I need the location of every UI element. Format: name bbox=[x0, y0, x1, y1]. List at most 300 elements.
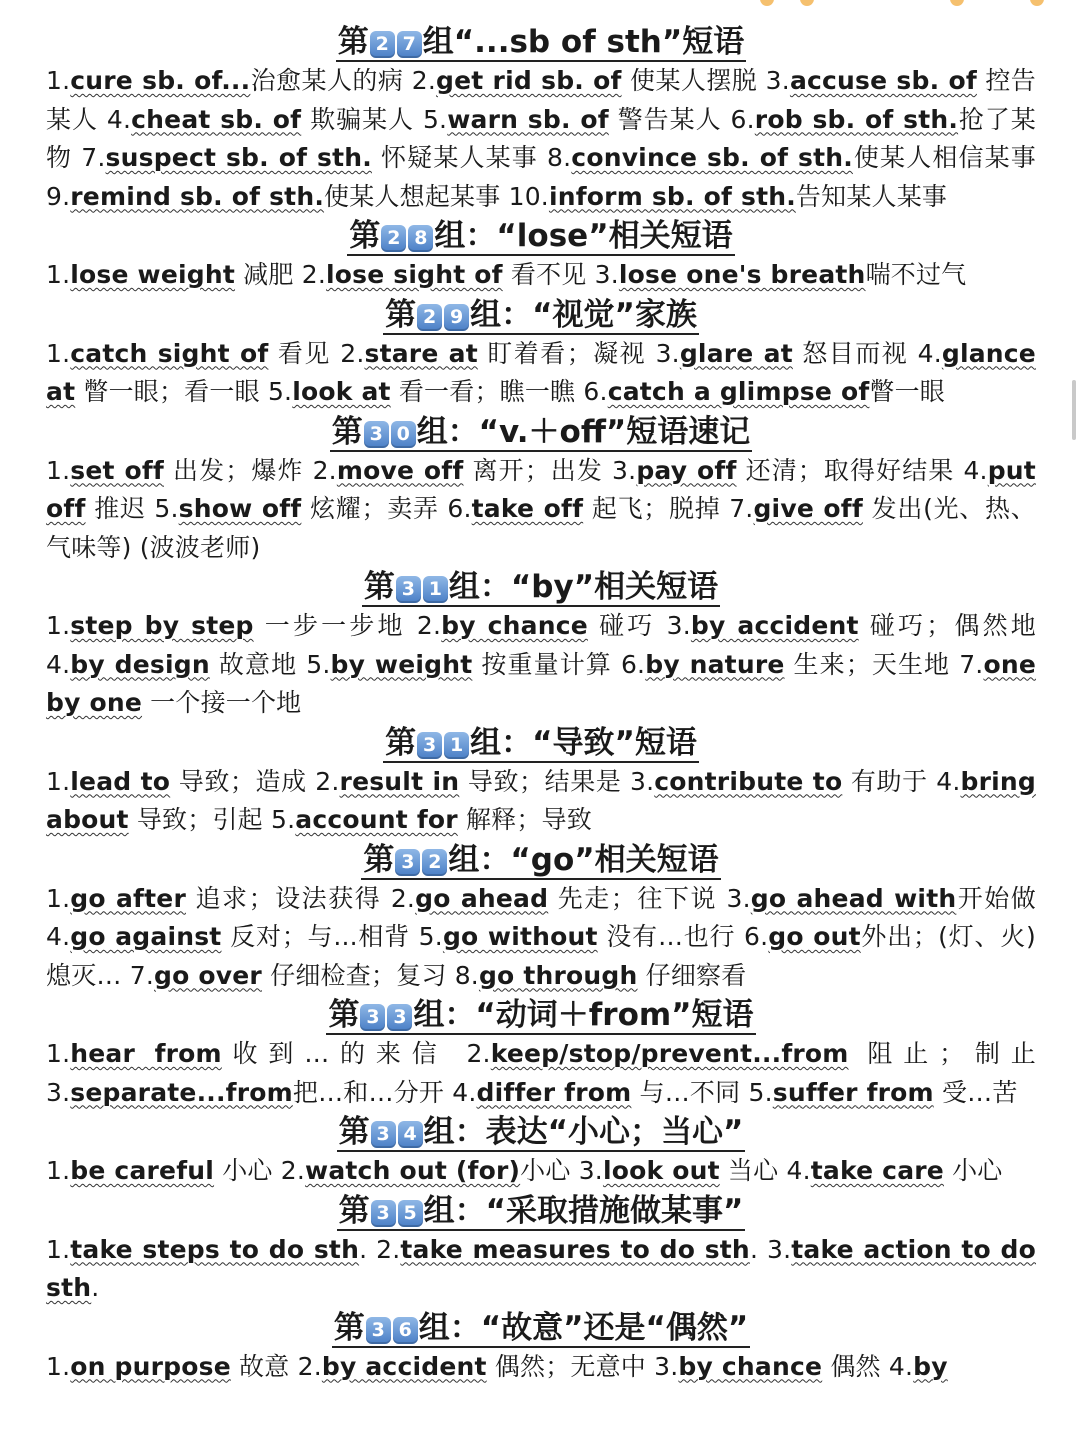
phrase-item bbox=[271, 805, 592, 834]
group-heading-text bbox=[337, 1114, 746, 1152]
item-number: 5. bbox=[154, 494, 179, 523]
item-number: 3. bbox=[654, 1351, 679, 1381]
english-phrase: glance at bbox=[46, 338, 1036, 406]
phrase-item bbox=[579, 1156, 779, 1185]
item-number: 3. bbox=[578, 1156, 603, 1185]
phrase-item bbox=[612, 456, 954, 485]
group-prefix: 第 bbox=[337, 24, 369, 60]
phrase-item bbox=[46, 182, 500, 211]
phrase-item bbox=[46, 884, 381, 913]
item-number: 2. bbox=[390, 883, 416, 913]
group-heading-text bbox=[383, 297, 699, 335]
phrase-item bbox=[656, 339, 909, 368]
item-number: 5. bbox=[748, 1077, 773, 1107]
phrase-item bbox=[46, 1235, 367, 1264]
english-phrase: go through bbox=[478, 960, 638, 990]
phrase-item bbox=[107, 105, 414, 134]
phrase-item bbox=[268, 377, 575, 406]
chinese-meaning: 小心 bbox=[943, 1156, 1003, 1185]
group-prefix: 第 bbox=[328, 997, 360, 1033]
chinese-meaning: 解释；导致 bbox=[457, 805, 592, 834]
phrase-item bbox=[630, 767, 928, 796]
chinese-meaning: 把…和…分开 bbox=[292, 1077, 445, 1107]
phrase-item bbox=[595, 260, 967, 289]
phrase-item bbox=[654, 1352, 881, 1381]
item-number: 2. bbox=[340, 338, 365, 368]
top-dot-icon bbox=[1030, 0, 1044, 6]
number-badge: 7 bbox=[397, 31, 422, 58]
chinese-meaning: 有助于 bbox=[842, 766, 928, 796]
english-phrase: show off bbox=[178, 494, 302, 523]
english-phrase: by chance bbox=[441, 611, 588, 640]
english-phrase: watch out (for) bbox=[305, 1156, 521, 1185]
phrase-item bbox=[46, 66, 403, 95]
group-heading-text bbox=[336, 24, 746, 62]
top-dot-icon bbox=[950, 0, 964, 6]
group-title: 组：“采取措施做某事” bbox=[423, 1192, 744, 1229]
group-heading-text bbox=[330, 414, 753, 452]
group-heading bbox=[46, 995, 1036, 1035]
chinese-meaning: 喘不过气 bbox=[865, 260, 967, 289]
english-phrase: one by one bbox=[46, 649, 1036, 717]
english-phrase: go ahead bbox=[415, 883, 549, 913]
item-number: 3. bbox=[726, 883, 751, 913]
english-phrase: take care bbox=[810, 1156, 944, 1185]
phrase-item bbox=[727, 884, 1037, 913]
chinese-meaning: 故意地 bbox=[209, 649, 298, 679]
chinese-meaning: 收到…的来信 bbox=[221, 1039, 448, 1068]
chinese-meaning: 导致；结果是 bbox=[459, 766, 622, 796]
item-number: 7. bbox=[129, 960, 155, 990]
chinese-meaning: 告知某人某事 bbox=[795, 181, 948, 211]
chinese-meaning: 出发；爆炸 bbox=[163, 455, 304, 485]
chinese-meaning: . bbox=[749, 1234, 759, 1264]
number-badge: 0 bbox=[391, 421, 416, 448]
item-number: 1. bbox=[46, 1039, 71, 1068]
english-phrase: pay off bbox=[636, 455, 737, 485]
phrase-group bbox=[46, 723, 1036, 840]
group-prefix: 第 bbox=[385, 724, 417, 761]
phrase-item bbox=[667, 611, 1036, 640]
phrase-item bbox=[509, 182, 948, 211]
chinese-meaning: 使某人想起某事 bbox=[324, 181, 501, 211]
english-phrase: give off bbox=[753, 494, 863, 523]
item-number: 2. bbox=[312, 455, 337, 485]
item-number: 7. bbox=[729, 494, 754, 523]
english-phrase: stare at bbox=[364, 338, 478, 368]
group-heading bbox=[46, 1191, 1036, 1231]
phrase-item bbox=[376, 1235, 758, 1264]
english-phrase: bring about bbox=[46, 766, 1036, 834]
chinese-meaning: 离开；出发 bbox=[463, 455, 603, 485]
item-number: 4. bbox=[106, 104, 132, 134]
english-phrase: warn sb. of bbox=[447, 104, 609, 134]
group-title: 组：“by”相关短语 bbox=[448, 569, 719, 605]
group-prefix: 第 bbox=[331, 413, 363, 450]
chinese-meaning: 看不见 bbox=[502, 260, 587, 289]
group-prefix: 第 bbox=[363, 569, 395, 605]
phrase-item bbox=[281, 1156, 571, 1185]
chinese-meaning: 警告某人 bbox=[608, 104, 722, 134]
phrase-item bbox=[46, 260, 294, 289]
phrase-item bbox=[455, 961, 747, 990]
phrase-item bbox=[306, 650, 612, 679]
english-phrase: suffer from bbox=[772, 1077, 934, 1107]
item-number: 3. bbox=[630, 766, 655, 796]
number-badge: 2 bbox=[370, 31, 395, 58]
phrase-item bbox=[313, 456, 603, 485]
english-phrase: inform sb. of sth. bbox=[548, 181, 796, 211]
english-phrase: accuse sb. of bbox=[789, 66, 977, 95]
number-badge: 2 bbox=[422, 849, 447, 876]
item-number: 3. bbox=[46, 1077, 71, 1107]
group-heading-text bbox=[383, 725, 699, 763]
phrase-item bbox=[621, 650, 950, 679]
group-title: 组：“导致”短语 bbox=[470, 724, 697, 761]
chinese-meaning: 欺骗某人 bbox=[301, 104, 415, 134]
english-phrase: set off bbox=[70, 455, 164, 485]
number-badge: 6 bbox=[393, 1317, 418, 1344]
phrase-item bbox=[315, 767, 621, 796]
group-heading-text bbox=[326, 997, 755, 1035]
phrase-item bbox=[81, 143, 538, 172]
chinese-meaning: 减肥 bbox=[235, 260, 294, 289]
phrase-item bbox=[46, 456, 304, 485]
item-number: 6. bbox=[583, 377, 608, 406]
group-prefix: 第 bbox=[363, 841, 395, 878]
item-number: 2. bbox=[411, 66, 436, 95]
phrase-group bbox=[46, 840, 1036, 996]
phrase-list bbox=[46, 62, 1036, 216]
item-number: 6. bbox=[744, 922, 769, 951]
phrase-group bbox=[46, 567, 1036, 723]
chinese-meaning: 发出(光、热、气味等) (波波老师) bbox=[46, 494, 1036, 562]
item-number: 2. bbox=[466, 1039, 491, 1068]
item-number: 1. bbox=[46, 260, 71, 289]
item-number: 3. bbox=[766, 1234, 792, 1264]
english-phrase: remind sb. of sth. bbox=[70, 181, 325, 211]
english-phrase: contribute to bbox=[654, 766, 843, 796]
chinese-meaning: . bbox=[91, 1273, 100, 1302]
english-phrase: account for bbox=[295, 805, 458, 834]
english-phrase: by chance bbox=[678, 1351, 823, 1381]
chinese-meaning: 盯着看；凝视 bbox=[477, 338, 647, 368]
english-phrase: move off bbox=[336, 455, 464, 485]
chinese-meaning: 一步一步地 bbox=[253, 611, 406, 640]
english-phrase: look out bbox=[602, 1156, 720, 1185]
phrase-item bbox=[46, 611, 406, 640]
chinese-meaning: 使某人相信某事 bbox=[852, 143, 1037, 172]
phrase-group bbox=[46, 1308, 1036, 1387]
phrase-group bbox=[46, 295, 1036, 412]
group-title: 组：表达“小心；当心” bbox=[423, 1114, 744, 1150]
group-heading-text bbox=[362, 569, 720, 607]
chinese-meaning: 治愈某人的病 bbox=[250, 66, 404, 95]
chinese-meaning: 碰巧；偶然地 bbox=[858, 611, 1037, 640]
number-badge: 5 bbox=[398, 1200, 423, 1227]
english-phrase: go without bbox=[442, 922, 598, 951]
chinese-meaning: 还清；取得好结果 bbox=[736, 455, 955, 485]
english-phrase: result in bbox=[339, 766, 460, 796]
phrase-item bbox=[419, 922, 736, 951]
item-number: 2. bbox=[376, 1234, 401, 1264]
chinese-meaning: . bbox=[359, 1234, 368, 1264]
chinese-meaning: 起飞；脱掉 bbox=[583, 494, 721, 523]
chinese-meaning: 生来；天生地 bbox=[784, 649, 951, 679]
item-number: 1. bbox=[46, 66, 71, 95]
chinese-meaning: 与…不同 bbox=[631, 1077, 741, 1107]
english-phrase: separate...from bbox=[70, 1077, 293, 1107]
english-phrase: lead to bbox=[70, 766, 171, 796]
phrase-group bbox=[46, 995, 1036, 1112]
chinese-meaning: 怒目而视 bbox=[792, 338, 909, 368]
number-badge: 3 bbox=[366, 1317, 391, 1344]
document-page bbox=[46, 22, 1036, 1386]
phrase-item bbox=[298, 1352, 646, 1381]
chinese-meaning: 导致；引起 bbox=[128, 805, 263, 834]
item-number: 6. bbox=[447, 494, 472, 523]
chinese-meaning: 怀疑某人某事 bbox=[371, 143, 538, 172]
phrase-item bbox=[46, 1078, 444, 1107]
english-phrase: by accident bbox=[321, 1351, 487, 1381]
chinese-meaning: 推迟 bbox=[85, 494, 146, 523]
phrase-list bbox=[46, 1152, 1036, 1191]
chinese-meaning: 使某人摆脱 bbox=[621, 66, 758, 95]
item-number: 2. bbox=[315, 766, 340, 796]
chinese-meaning: 一个接一个地 bbox=[142, 688, 302, 717]
number-badge: 3 bbox=[360, 1004, 385, 1031]
chinese-meaning: 先走；往下说 bbox=[548, 883, 717, 913]
chinese-meaning: 偶然；无意中 bbox=[486, 1351, 646, 1381]
item-number: 7. bbox=[959, 649, 984, 679]
group-prefix: 第 bbox=[349, 218, 381, 254]
item-number: 8. bbox=[547, 143, 572, 172]
english-phrase: lose one's breath bbox=[618, 260, 866, 289]
item-number: 3. bbox=[612, 455, 637, 485]
item-number: 4. bbox=[963, 455, 988, 485]
phrase-item bbox=[423, 105, 722, 134]
top-dot-icon bbox=[800, 0, 814, 6]
scrollbar[interactable] bbox=[1072, 380, 1076, 440]
phrase-item bbox=[447, 494, 720, 523]
chinese-meaning: 阻止；制止 bbox=[848, 1039, 1036, 1068]
english-phrase: differ from bbox=[476, 1077, 632, 1107]
item-number: 5. bbox=[306, 649, 331, 679]
english-phrase: by weight bbox=[330, 649, 473, 679]
chinese-meaning: 控告某人 bbox=[46, 66, 1036, 134]
chinese-meaning: 看见 bbox=[268, 338, 331, 368]
english-phrase: take off bbox=[471, 494, 584, 523]
chinese-meaning: 抢了某物 bbox=[46, 104, 1036, 172]
group-heading-text bbox=[337, 1193, 746, 1231]
phrase-item bbox=[130, 961, 447, 990]
phrase-group bbox=[46, 1112, 1036, 1191]
phrase-list bbox=[46, 607, 1036, 723]
english-phrase: go after bbox=[70, 883, 186, 913]
english-phrase: put off bbox=[46, 455, 1036, 523]
group-heading bbox=[46, 1308, 1036, 1348]
english-phrase: go against bbox=[70, 922, 222, 951]
chinese-meaning: 导致；造成 bbox=[170, 766, 307, 796]
phrase-item bbox=[466, 1039, 1036, 1068]
english-phrase: by bbox=[913, 1351, 948, 1381]
chinese-meaning: 小心 bbox=[214, 1156, 273, 1185]
group-heading-text bbox=[361, 842, 720, 880]
phrase-item bbox=[154, 494, 438, 523]
number-badge: 3 bbox=[371, 1121, 396, 1148]
item-number: 8. bbox=[454, 960, 479, 990]
item-number: 2. bbox=[301, 260, 326, 289]
item-number: 4. bbox=[46, 649, 71, 679]
chinese-meaning: 仔细察看 bbox=[637, 960, 747, 990]
chinese-meaning: 受…苦 bbox=[933, 1077, 1018, 1107]
chinese-meaning: 反对；与...相背 bbox=[221, 922, 410, 951]
chinese-meaning: 仔细检查；复习 bbox=[261, 960, 447, 990]
item-number: 4. bbox=[936, 766, 961, 796]
number-badge: 3 bbox=[395, 849, 420, 876]
chinese-meaning: 碰巧 bbox=[587, 611, 656, 640]
group-title: 组：“lose”相关短语 bbox=[434, 218, 733, 254]
item-number: 5. bbox=[418, 922, 443, 951]
phrase-item bbox=[547, 143, 1036, 172]
phrase-group bbox=[46, 216, 1036, 295]
english-phrase: catch sight of bbox=[70, 338, 269, 368]
group-heading-text bbox=[332, 1310, 751, 1348]
phrase-item bbox=[46, 922, 410, 951]
top-edge bbox=[0, 0, 1080, 10]
group-heading bbox=[46, 295, 1036, 335]
group-title: 组：“动词＋from”短语 bbox=[413, 997, 754, 1033]
english-phrase: look at bbox=[292, 377, 391, 406]
item-number: 9. bbox=[46, 181, 71, 211]
chinese-meaning: 开始做 bbox=[956, 883, 1036, 913]
phrase-list bbox=[46, 1231, 1036, 1308]
number-badge: 8 bbox=[408, 225, 433, 252]
phrase-item bbox=[748, 1078, 1017, 1107]
phrase-list bbox=[46, 256, 1036, 295]
phrase-item bbox=[46, 1039, 448, 1068]
group-prefix: 第 bbox=[338, 1114, 370, 1150]
item-number: 5. bbox=[422, 104, 448, 134]
english-phrase: suspect sb. of sth. bbox=[105, 143, 372, 172]
group-heading bbox=[46, 723, 1036, 763]
phrase-item bbox=[889, 1352, 948, 1381]
item-number: 1. bbox=[46, 1156, 71, 1185]
phrase-list bbox=[46, 335, 1036, 412]
number-badge: 4 bbox=[398, 1121, 423, 1148]
english-phrase: go ahead with bbox=[750, 883, 957, 913]
phrase-item bbox=[786, 1156, 1002, 1185]
item-number: 3. bbox=[594, 260, 619, 289]
item-number: 10. bbox=[508, 181, 549, 211]
number-badge: 3 bbox=[417, 732, 442, 759]
number-badge: 2 bbox=[381, 225, 406, 252]
item-number: 2. bbox=[280, 1156, 306, 1185]
number-badge: 1 bbox=[444, 732, 469, 759]
group-prefix: 第 bbox=[338, 1192, 370, 1229]
english-phrase: step by step bbox=[70, 611, 254, 640]
phrase-group bbox=[46, 22, 1036, 216]
phrase-item bbox=[46, 1352, 289, 1381]
group-title: 组：“go”相关短语 bbox=[448, 841, 719, 878]
item-number: 1. bbox=[46, 338, 71, 368]
chinese-meaning: 偶然 bbox=[822, 1351, 881, 1381]
english-phrase: glare at bbox=[679, 338, 793, 368]
english-phrase: keep/stop/prevent...from bbox=[490, 1039, 849, 1068]
number-badge: 2 bbox=[417, 304, 442, 331]
item-number: 2. bbox=[297, 1351, 322, 1381]
phrase-list bbox=[46, 452, 1036, 568]
english-phrase: lose sight of bbox=[326, 260, 503, 289]
group-heading-text bbox=[347, 218, 734, 256]
phrase-item bbox=[46, 1156, 273, 1185]
item-number: 3. bbox=[655, 338, 680, 368]
item-number: 3. bbox=[765, 66, 790, 95]
item-number: 7. bbox=[81, 143, 106, 172]
english-phrase: get rid sb. of bbox=[436, 66, 622, 95]
english-phrase: convince sb. of sth. bbox=[571, 143, 853, 172]
chinese-meaning: 瞥一眼 bbox=[869, 377, 946, 406]
phrase-list bbox=[46, 763, 1036, 840]
group-title: 组：“视觉”家族 bbox=[470, 296, 697, 333]
item-number: 1. bbox=[46, 1234, 71, 1264]
group-title: 组“...sb of sth”短语 bbox=[422, 24, 745, 60]
number-badge: 3 bbox=[364, 421, 389, 448]
phrase-item bbox=[412, 66, 758, 95]
item-number: 4. bbox=[917, 338, 942, 368]
item-number: 3. bbox=[666, 611, 691, 640]
english-phrase: lose weight bbox=[70, 260, 236, 289]
phrase-item bbox=[46, 650, 297, 679]
phrase-list bbox=[46, 1035, 1036, 1112]
phrase-item bbox=[583, 377, 945, 406]
phrase-group bbox=[46, 1191, 1036, 1308]
english-phrase: take action to do sth bbox=[46, 1234, 1037, 1302]
item-number: 1. bbox=[46, 455, 71, 485]
english-phrase: on purpose bbox=[70, 1351, 231, 1381]
group-heading bbox=[46, 216, 1036, 256]
phrase-item bbox=[452, 1078, 740, 1107]
number-badge: 3 bbox=[371, 1200, 396, 1227]
english-phrase: take measures to do sth bbox=[400, 1234, 750, 1264]
group-prefix: 第 bbox=[385, 296, 417, 333]
item-number: 1. bbox=[46, 1351, 71, 1381]
item-number: 5. bbox=[267, 377, 293, 406]
item-number: 4. bbox=[452, 1077, 477, 1107]
group-prefix: 第 bbox=[333, 1309, 365, 1346]
phrase-item bbox=[417, 611, 656, 640]
english-phrase: catch a glimpse of bbox=[607, 377, 870, 406]
group-title: 组：“v.＋off”短语速记 bbox=[416, 413, 751, 450]
item-number: 5. bbox=[271, 805, 296, 834]
top-dot-icon bbox=[760, 0, 774, 6]
chinese-meaning: 追求；设法获得 bbox=[185, 883, 382, 913]
chinese-meaning: 炫耀；卖弄 bbox=[301, 494, 439, 523]
phrase-item bbox=[391, 884, 717, 913]
number-badge: 9 bbox=[444, 304, 469, 331]
item-number: 1. bbox=[46, 766, 71, 796]
group-heading bbox=[46, 22, 1036, 62]
chinese-meaning: 瞥一眼；看一眼 bbox=[75, 377, 260, 406]
item-number: 1. bbox=[46, 883, 71, 913]
english-phrase: be careful bbox=[70, 1156, 215, 1185]
chinese-meaning: 看一看；瞧一瞧 bbox=[390, 377, 576, 406]
group-heading bbox=[46, 840, 1036, 880]
chinese-meaning: 按重量计算 bbox=[472, 649, 612, 679]
number-badge: 3 bbox=[396, 576, 421, 603]
english-phrase: by design bbox=[70, 649, 210, 679]
phrase-item bbox=[46, 339, 331, 368]
